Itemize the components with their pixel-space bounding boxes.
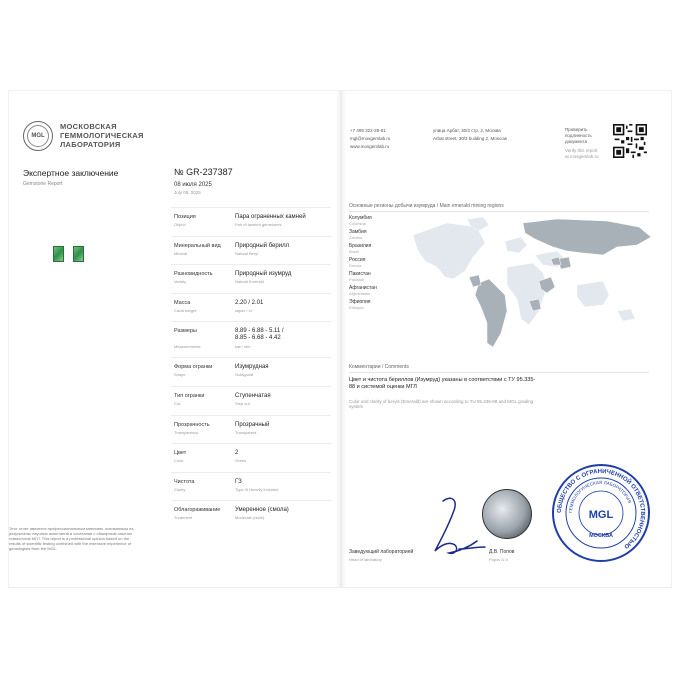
comments-text-en: Color and clarity of beryls (Emerald) are shown according to TU 95.335-88 and MGL grading system — [349, 399, 534, 409]
property-row: Тип огранки Cut Ступенчатая Step cut — [171, 386, 331, 415]
signer-role-ru: Заведующий лабораторией — [349, 549, 414, 555]
stone-2 — [73, 246, 84, 262]
property-row: Минеральный вид Mineral Природный берилл Natural Beryl — [171, 236, 331, 265]
seal-inner-text: ГЕММОЛОГИЧЕСКАЯ ЛАБОРАТОРИЯ — [567, 479, 633, 514]
emerald-stones-icon — [53, 246, 84, 262]
property-row: Прозрачность Transparency Прозрачный Transparent — [171, 415, 331, 444]
regions-title: Основные регионы добычи изумруда / Main emerald mining regions — [349, 203, 504, 209]
property-row: Позиция Object Пара ограненных камней Pair of faceted gemstones — [171, 207, 331, 236]
list-item: Афганистан Afghanistan — [349, 285, 377, 296]
page-fold — [336, 91, 346, 587]
disclaimer: Этот отчет является профессиональным мнением, основанным на результатах научных испытаний в сочетании с обширным опытом геммологов МГЛ. This report is a professional opinion based on the results of scientific testing combined with the extensive experience of gemologists from the MGL. — [9, 526, 134, 551]
website-link[interactable]: www.mosgemlab.ru — [350, 144, 390, 149]
certificate-sheet — [8, 90, 672, 588]
signer-name-ru: Д.В. Попов — [489, 549, 515, 555]
mgl-logo-icon: MGL — [23, 121, 53, 151]
comments-title: Комментарии / Comments — [349, 364, 409, 370]
seal-center-text: MGL — [588, 509, 614, 521]
address: улица Арбат, 30/3 стр. 2, Москва Arbat street, 30/3 building 2, Moscow — [433, 128, 508, 141]
property-row: Масса Carat weight 2.20 / 2.01 карат / ct — [171, 293, 331, 322]
signature-icon — [429, 491, 489, 561]
world-map-icon — [407, 215, 653, 353]
report-title-ru: Экспертное заключение — [23, 168, 119, 178]
official-seal-icon — [551, 463, 651, 563]
property-row: Форма огранки Shape Изумрудная Octagonal — [171, 357, 331, 386]
qr-code-icon[interactable] — [613, 124, 647, 158]
seal-city-text: МОСКВА — [589, 533, 613, 539]
org-name: МОСКОВСКАЯ ГЕММОЛОГИЧЕСКАЯ ЛАБОРАТОРИЯ — [60, 122, 144, 149]
report-date-en: July 08, 2025 — [174, 190, 201, 195]
list-item: Пакистан Pakistan — [349, 271, 371, 282]
hologram-sticker-icon — [482, 489, 532, 539]
phone-number[interactable]: +7 499 322-28-81 — [350, 128, 386, 133]
comments-text-ru: Цвет и чистота бериллов (Изумруд) указаны в соответствии с ТУ 95.335-88 и системой оценки МГЛ — [349, 377, 536, 390]
property-row: Разновидность Variety Природный изумруд Natural Emerald — [171, 264, 331, 293]
stone-1 — [53, 246, 64, 262]
list-item: Колумбия Colombia — [349, 215, 372, 226]
property-row: Цвет Color 2 Green — [171, 443, 331, 472]
divider — [349, 372, 649, 373]
list-item: Россия Russia — [349, 257, 366, 268]
report-date-ru: 08 июля 2025 — [174, 182, 212, 188]
report-title-en: Gemstone Report — [23, 181, 63, 187]
signer-name-en: Popov D.V. — [489, 557, 509, 562]
property-row: Чистота Clarity ГЗ Type III Heavily included — [171, 472, 331, 501]
properties-table — [171, 207, 331, 529]
list-item: Замбия Zambia — [349, 229, 367, 240]
list-item: Бразилия Brazil — [349, 243, 372, 254]
list-item: Эфиопия Ethiopia — [349, 299, 371, 310]
contacts — [350, 127, 390, 151]
report-number: № GR-237387 — [174, 167, 233, 177]
property-row: Облагораживание Treatment Умеренное (смола) Moderate (resin) — [171, 500, 331, 529]
email-link[interactable]: mgl@mosgemlab.ru — [350, 136, 391, 141]
signer-role-en: Head of laboratory — [349, 557, 382, 562]
regions-list — [349, 215, 407, 313]
divider — [349, 211, 649, 212]
verify-text: Проверить подлинность документа Verify this report at mosgemlab.ru — [565, 127, 599, 159]
property-row: Размеры Measurements 8.89 - 6.88 - 5.11 / 8.85 - 6.68 - 4.42 мм / mm — [171, 321, 331, 357]
seal-outer-text: ОБЩЕСТВО С ОГРАНИЧЕННОЙ ОТВЕТСТВЕННОСТЬЮ — [556, 468, 646, 550]
